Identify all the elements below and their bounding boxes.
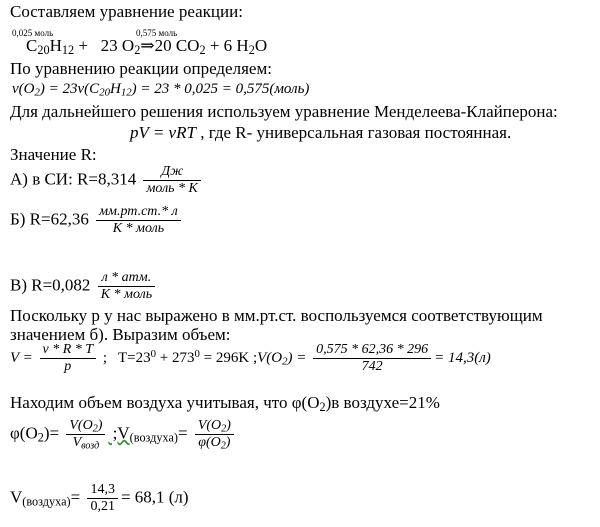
phi-formulas: $\varphi(O_2)=$ $\frac{V(O_2)}{V_{возд}}$ $;V_{(воздуха)}=$ $\frac{V(O_2)}{\varphi(O_2)}$ [10, 418, 237, 451]
moles-o2: 0,575 моль [136, 28, 178, 38]
moles-c20h12: 0,025 моль [12, 28, 54, 38]
r-si: А) в СИ: R=8,314 $\frac{Дж}{\text{моль * K}}$ [10, 164, 204, 197]
line-r-values: Значение R: [10, 145, 97, 164]
heading-reaction: Составляем уравнение реакции: [10, 2, 243, 21]
reaction-equation: $C_{20}H_{12} + 23$ $O_2\Rightarrow 20$ $CO_2 + 6$ $H_2O$ [26, 36, 268, 58]
r-mmhg-units: $\frac{мм.рт.ст.* л}{\text{K * моль}}$ [96, 204, 181, 237]
line-determine: По уравнению реакции определяем: [10, 59, 272, 78]
air-volume-fraction: $\frac{V(O_2)}{\varphi(O_2)}$ [195, 418, 234, 451]
line-mendeleev: Для дальнейшего решения используем уравнение Менделеева-Клайперона: [10, 102, 558, 121]
line-volume: значением б). Выразим объем: [10, 325, 231, 344]
line-air-volume: Находим объем воздуха учитывая, что $\varphi(O_2)в$ воздухе=21% [10, 393, 440, 415]
volume-fraction: $\frac{\nu * R * T}{p}$ [40, 342, 97, 375]
volume-formulas: V = $\frac{\nu * R * T}{p}$ ; $T=23^0 + 273^0 = 296K$ $;V(O_2)$ = $\frac{0,575 * 62,36 * 296}{742}$ = 14,3(л) [10, 342, 491, 374]
r-mmhg: Б) R=62,36 $\frac{мм.рт.ст.* л}{\text{K * моль}}$ [10, 204, 184, 237]
ideal-gas-law: pV = νRT , где R- универсальная газовая постоянная. [130, 123, 512, 142]
line-since-p: Поскольку р у нас выражено в мм.рт.ст. воспользуемся соответствующим [10, 306, 543, 325]
r-atm-units: $\frac{\text{л * атм.}}{\text{K * моль}}$ [98, 270, 155, 303]
arrow-icon: ⇒ [140, 36, 155, 55]
moles-o2-formula: $\nu(O_2) = 23\nu(C_{20}H_{12}) = 23 * 0,025$ = 0,575(моль) [12, 81, 310, 99]
r-si-units: $\frac{Дж}{\text{моль * K}}$ [143, 164, 200, 197]
volume-o2-fraction: $\frac{0,575 * 62,36 * 296}{742}$ [313, 342, 431, 375]
r-atm: В) R=0,082 $\frac{\text{л * атм.}}{\text{K * моль}}$ [10, 270, 158, 303]
air-volume-result-fraction: $\frac{14,3}{0,21}$ [87, 482, 118, 515]
phi-fraction: $\frac{V(O_2)}{V_{возд}}$ [66, 418, 105, 451]
air-volume-result: $V_{(воздуха)}=$ $\frac{14,3}{0,21}$ = 68,1 (л) [10, 482, 189, 514]
